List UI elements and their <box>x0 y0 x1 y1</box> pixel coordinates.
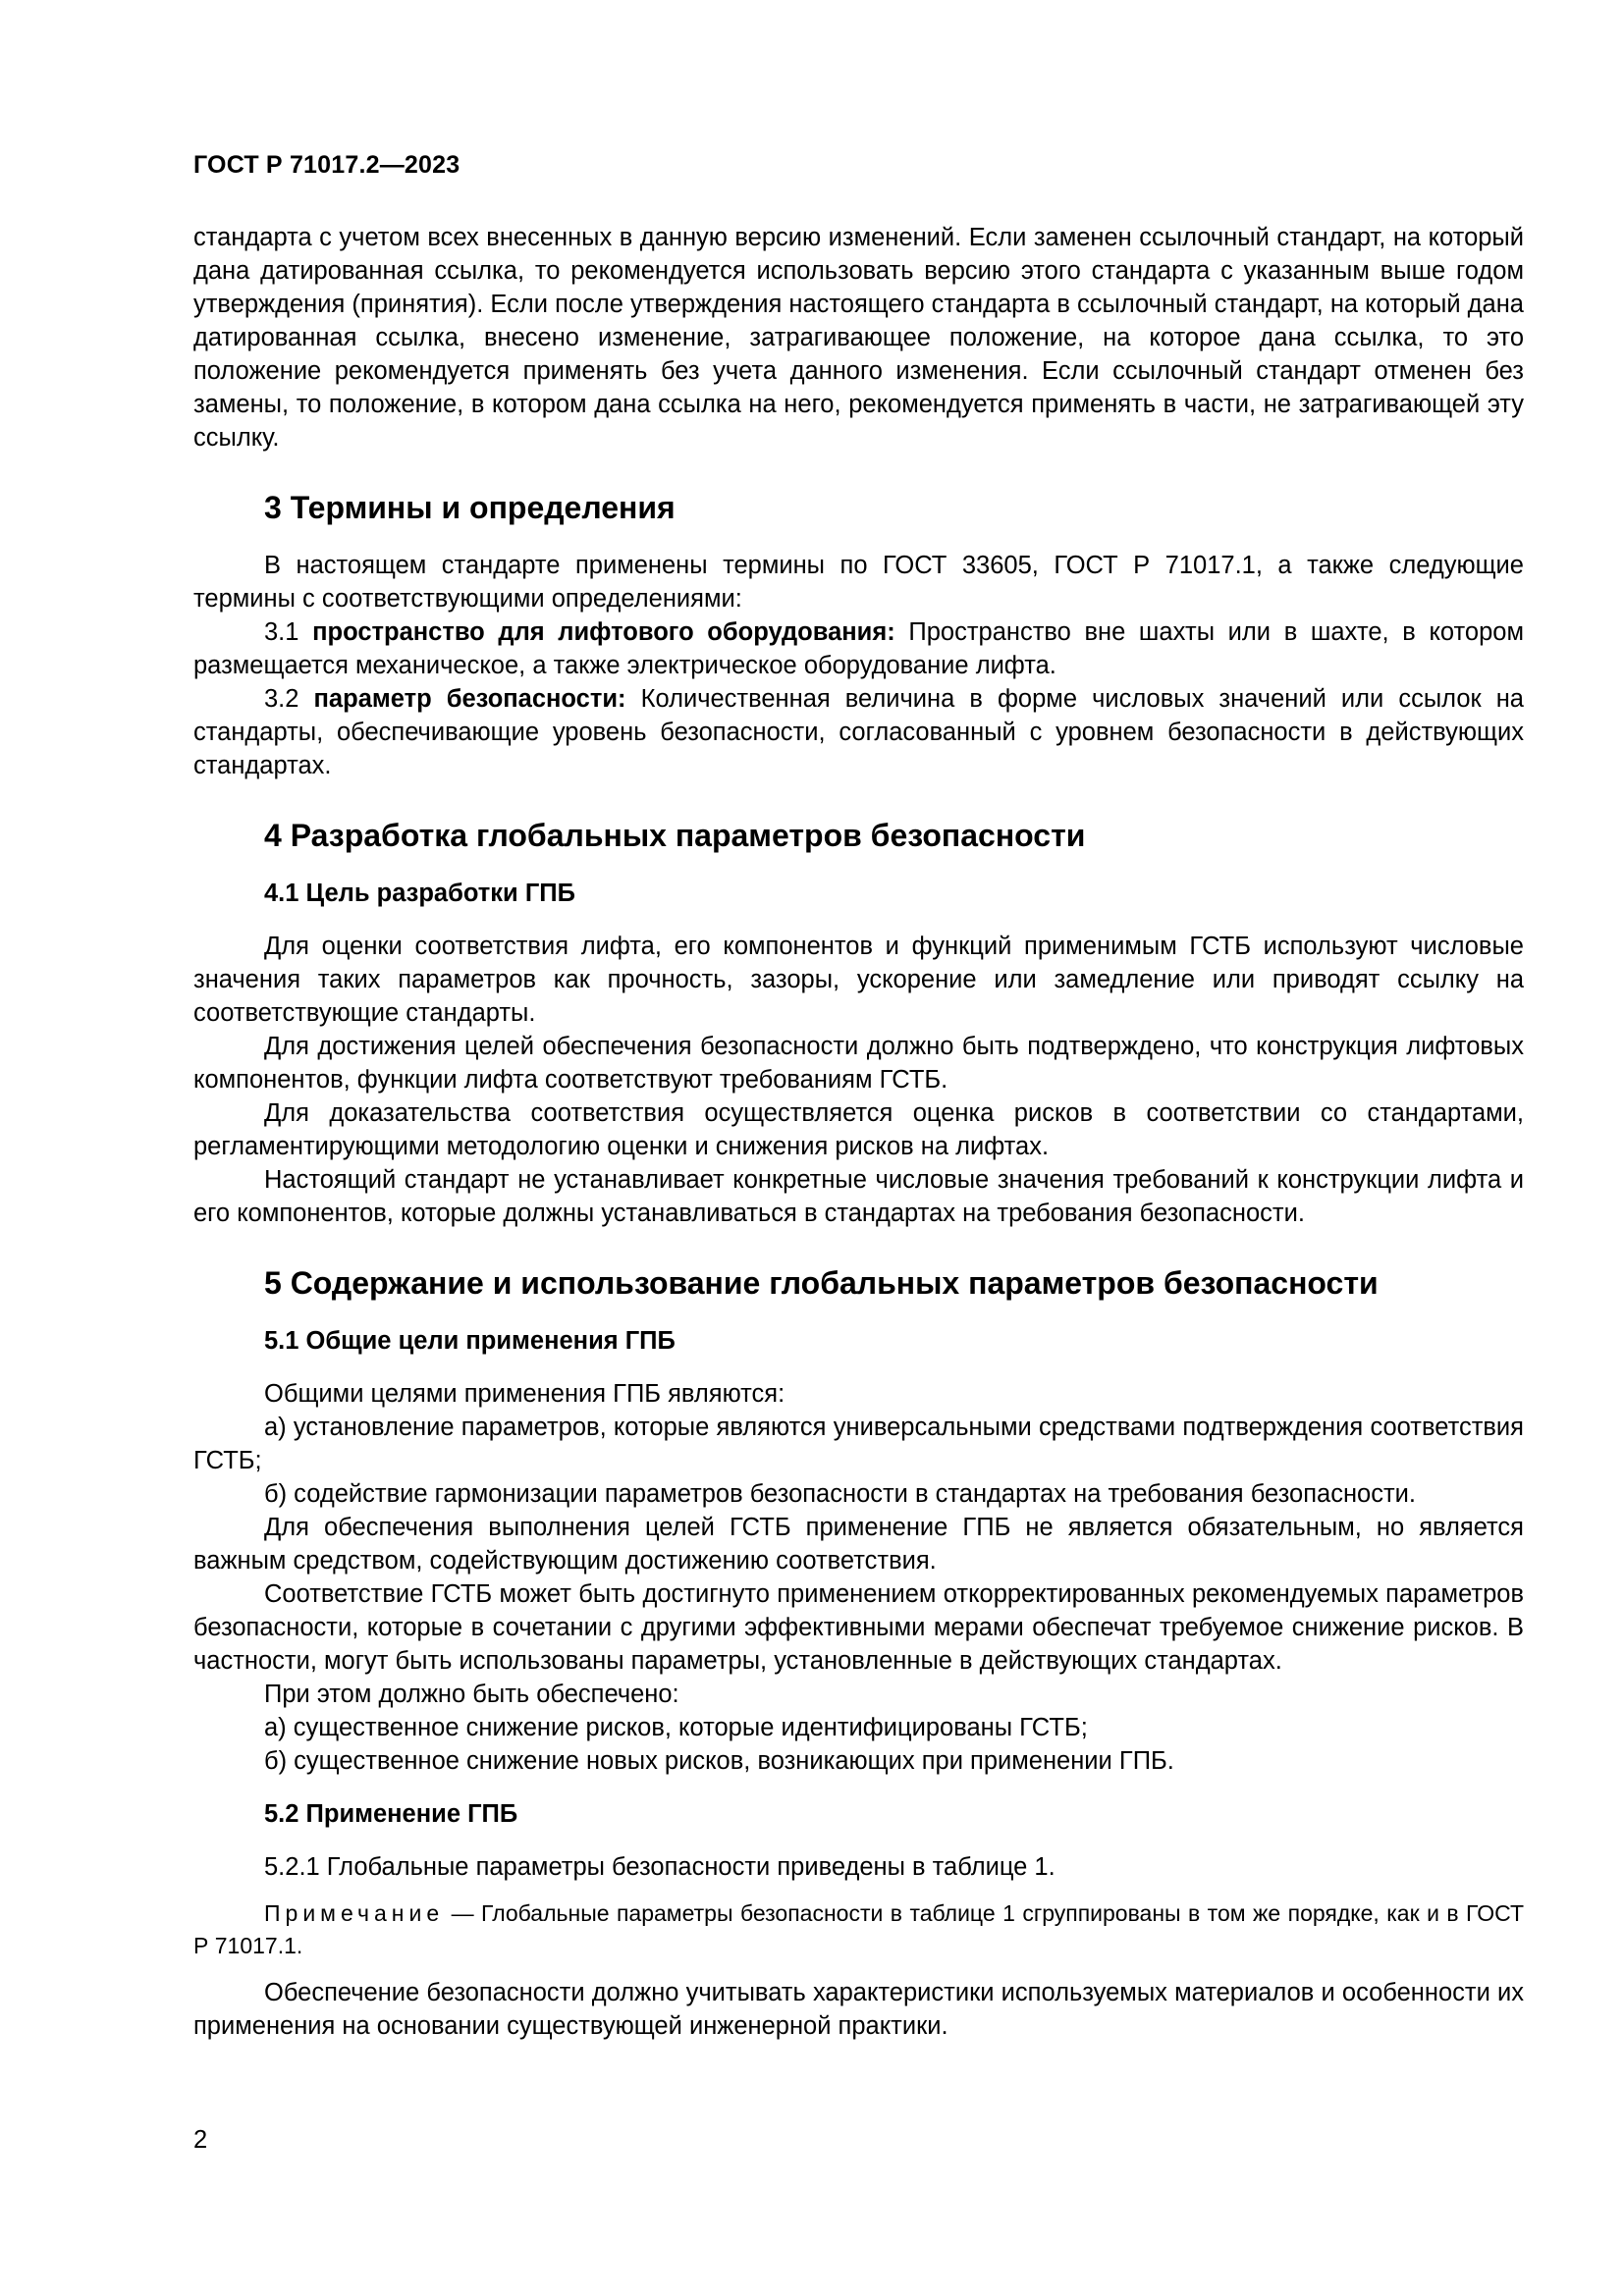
note-text: — Глобальные параметры безопасности в таблице 1 сгруппированы в том же порядке, как и в ГОСТ Р 71017.1. <box>193 1900 1524 1958</box>
intro-paragraph: стандарта с учетом всех внесенных в данную версию изменений. Если заменен ссылочный стандарт, на который дана датированная ссылка, то рекомендуется использовать версию этого стандарта с указанным выше годом утверждения (принятия). Если после утверждения настоящего стандарта в ссылочный стандарт, на который дана датированная ссылка, внесено изменение, затрагивающее положение, на которое дана ссылка, то это положение рекомендуется применять без учета данного изменения. Если ссылочный стандарт отменен без замены, то положение, в котором дана ссылка на него, рекомендуется применять в части, не затрагивающей эту ссылку. <box>193 224 1524 452</box>
document-header: ГОСТ Р 71017.2—2023 <box>193 151 460 179</box>
term-3-2 <box>193 682 1524 782</box>
section-5-title: 5 Содержание и использование глобальных параметров безопасности <box>264 1265 1379 1301</box>
section-4-paragraph: Для доказательства соответствия осуществляется оценка рисков в соответствии со стандартами, регламентирующими методологию оценки и снижения рисков на лифтах. <box>193 1099 1524 1160</box>
section-5-1-paragraph: Общими целями применения ГПБ являются: <box>264 1380 785 1408</box>
section-4-paragraph: Для достижения целей обеспечения безопасности должно быть подтверждено, что конструкция лифтовых компонентов, функции лифта соответствуют требованиям ГСТБ. <box>193 1033 1524 1094</box>
term-definition: Количественная величина в форме числовых значений или ссылок на стандарты, обеспечивающие уровень безопасности, согласованный с уровнем безопасности в действующих стандартах. <box>193 685 1524 779</box>
section-5-1-title: 5.1 Общие цели применения ГПБ <box>264 1327 676 1355</box>
section-5-1-list-item: а) установление параметров, которые являются универсальными средствами подтверждения соответствия ГСТБ; <box>193 1414 1524 1474</box>
section-5-1-paragraph: При этом должно быть обеспечено: <box>264 1681 679 1708</box>
term-3-1 <box>193 615 1524 682</box>
section-3-intro: В настоящем стандарте применены термины по ГОСТ 33605, ГОСТ Р 71017.1, а также следующие термины с соответствующими определениями: <box>193 552 1524 613</box>
section-4-title: 4 Разработка глобальных параметров безопасности <box>264 818 1086 853</box>
section-5-1-list-item: б) содействие гармонизации параметров безопасности в стандартах на требования безопасности. <box>264 1480 1416 1508</box>
term-name: пространство для лифтового оборудования: <box>312 618 895 646</box>
section-5-1-list-item: а) существенное снижение рисков, которые идентифицированы ГСТБ; <box>264 1714 1088 1741</box>
note-label: Примечание <box>264 1900 445 1926</box>
section-5-1-paragraph: Для обеспечения выполнения целей ГСТБ применение ГПБ не является обязательным, но является важным средством, содействующим достижению соответствия. <box>193 1514 1524 1575</box>
term-definition: Пространство вне шахты или в шахте, в котором размещается механическое, а также электрическое оборудование лифта. <box>193 618 1525 679</box>
term-name: параметр безопасности: <box>313 685 626 713</box>
section-5-1-list-item: б) существенное снижение новых рисков, возникающих при применении ГПБ. <box>264 1747 1174 1775</box>
section-5-2-title: 5.2 Применение ГПБ <box>264 1800 518 1828</box>
section-3-title: 3 Термины и определения <box>264 490 676 525</box>
section-4-paragraph: Для оценки соответствия лифта, его компонентов и функций применимым ГСТБ используют числовые значения таких параметров как прочность, зазоры, ускорение или замедление или приводят ссылку на соответствующие стандарты. <box>193 933 1524 1027</box>
section-4-1-title: 4.1 Цель разработки ГПБ <box>264 880 575 907</box>
section-5-2-paragraph: Обеспечение безопасности должно учитывать характеристики используемых материалов и особенности их применения на основании существующей инженерной практики. <box>193 1979 1524 2040</box>
note <box>193 1897 1524 1962</box>
page-number: 2 <box>193 2126 208 2154</box>
page-content <box>193 221 1524 2043</box>
section-4-paragraph: Настоящий стандарт не устанавливает конкретные числовые значения требований к конструкции лифта и его компонентов, которые должны устанавливаться в стандартах на требования безопасности. <box>193 1166 1524 1227</box>
section-5-1-paragraph: Соответствие ГСТБ может быть достигнуто применением откорректированных рекомендуемых параметров безопасности, которые в сочетании с другими эффективными мерами обеспечат требуемое снижение рисков. В частности, могут быть использованы параметры, установленные в действующих стандартах. <box>193 1580 1524 1675</box>
term-number: 3.2 <box>264 685 299 713</box>
term-number: 3.1 <box>264 618 299 646</box>
section-5-2-1-paragraph: 5.2.1 Глобальные параметры безопасности приведены в таблице 1. <box>264 1853 1056 1881</box>
